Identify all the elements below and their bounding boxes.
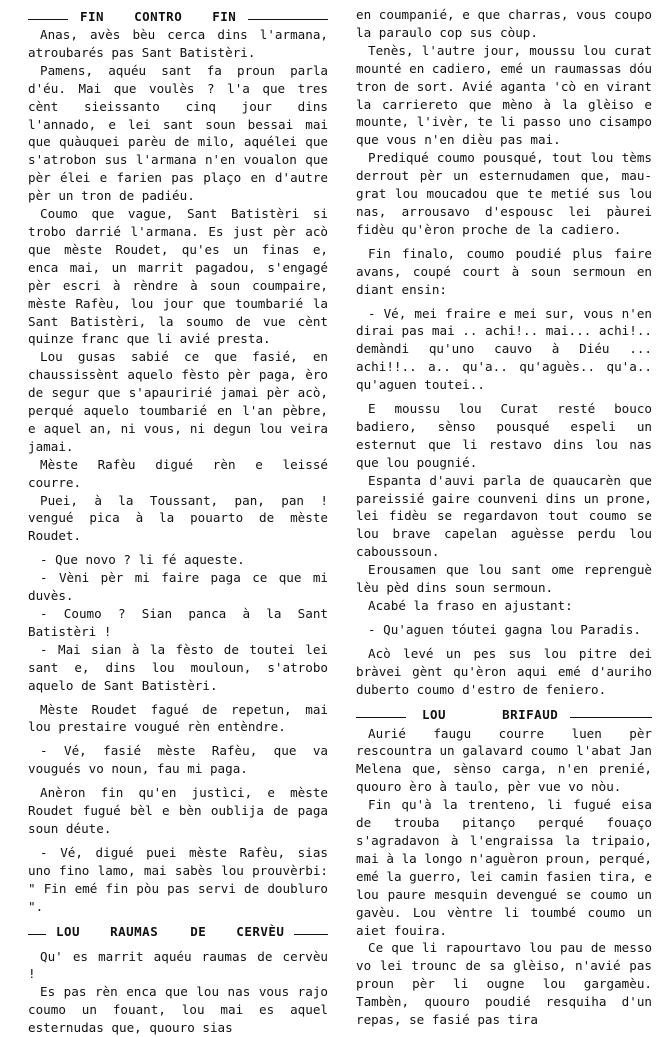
paragraph: Ce que li rapourtavo lou pau de messo vo lei trounc de sa glèiso, n'avié pas proun pèr li ougne lou gargamèu. Tambèn, quouro poudié resquiha d'un repas, se fasié pas tira bbox=[356, 940, 652, 1028]
paragraph: - Que novo ? li fé aqueste. bbox=[40, 552, 245, 568]
paragraph: E moussu lou Curat resté bouco badiero, sènso pousqué espeli un esternut que li restavo dins lou nas que lou pougnié. bbox=[356, 401, 652, 470]
heading-word: FIN bbox=[80, 8, 105, 24]
heading-rule bbox=[294, 934, 328, 935]
heading-word: RAUMAS bbox=[110, 924, 159, 939]
heading-rule bbox=[28, 934, 46, 935]
paragraph: Anas, avès bèu cerca dins l'armana, atroubarés pas Sant Batistèri. bbox=[28, 27, 328, 60]
section-heading-lou-raumas-de-cerveu bbox=[28, 922, 328, 942]
paragraph: - Vèni pèr mi faire paga ce que mi duvès. bbox=[28, 570, 328, 604]
paragraph: Fin qu'à la trenteno, li fugué eisa de trouba pitanço perqué fouaço s'agradavon à l'engraissa la tripaio, mai à la longo n'aguèron proun, perqué, emé la guerro, lei camin fasien tira, e lou paure mesquin devengué se coumo un gavèu. Lou vèntre li toumbé coumo un aiet fouira. bbox=[356, 797, 652, 938]
paragraph: Tenès, l'autre jour, moussu lou curat mounté en cadiero, emé un raumassas dóu tron de sort. Avié aganta 'cò en virant la carriereto que mèno à la glèiso e mounte, l'ivèr, te li passo uno cisampo que vous n'en dièu pas mai. bbox=[356, 42, 652, 148]
section-heading-lou-brifaud bbox=[356, 705, 652, 725]
paragraph: Fin finalo, coumo poudié plus faire avans, coupé court à soun sermoun en diant ensin: bbox=[356, 245, 652, 297]
paragraph: - Coumo ? Sian panca à la Sant Batistèri ! bbox=[28, 606, 328, 639]
heading-word: LOU bbox=[56, 924, 81, 939]
paragraph: Mèste Roudet fagué de repetun, mai lou prestaire vougué rèn entèndre. bbox=[28, 701, 328, 735]
heading-rule bbox=[356, 717, 406, 718]
heading-word: CONTRO bbox=[134, 8, 183, 24]
paragraph: - Vé, digué puei mèste Rafèu, sias uno fino lamo, mai sabès lou prouvèrbi: " Fin emé fin pòu pas servi de doubluro ". bbox=[28, 844, 328, 914]
heading-word: CERVÈU bbox=[236, 924, 285, 939]
paragraph: - Vé, mei fraire e mei sur, vous n'en dirai pas mai .. achi!.. mai... achi!.. demàndi qu'uno cauvo à Diéu ... achi!!.. a.. qu'a.. qu'aguès.. qu'a.. qu'aguen toutei.. bbox=[356, 305, 652, 393]
paragraph: Puei, à la Toussant, pan, pan ! vengué pica à la pouarto de mèste Roudet. bbox=[28, 492, 328, 544]
paragraph: - Mai sian à la fèsto de toutei lei sant e, dins lou mouloun, s'atrobo aquelo de Sant Batistèri. bbox=[28, 641, 328, 693]
paragraph: Pamens, aquéu sant fa proun parla d'éu. Mai que voulès ? l'a que tres cènt sieissanto cinq jour dins l'annado, e lei sant soun bessai mai que quàuquei parèu de milo, aquélei que s'atrobon sus l'armana n'en voualon que pèr élei e farien pas plaço en d'autre pèr un tron de padiéu. bbox=[28, 62, 328, 204]
paragraph: Qu' es marrit aquéu raumas de cervèu ! bbox=[28, 948, 328, 982]
paragraph: Aurié faugu courre luen pèr rescountra un galavard coumo l'abat Jan Melena que, sènso carga, n'en prenié, quouro èro à taulo, pèr vue vo nòu. bbox=[356, 725, 652, 795]
paragraph: Es pas rèn enca que lou nas vous rajo coumo un fouant, lou mai es aquel esternudas que, quouro sias bbox=[28, 984, 328, 1036]
paragraph: Lou gusas sabié ce que fasié, en chaussissènt aquelo fèsto pèr paga, èro de segur que s'apauririé jamai pèr acò, perqué aquelo toumbarié en l'an pèbre, e aquel an, ni vous, ni degun lou veira jamai. bbox=[28, 349, 328, 454]
paragraph: - Vé, fasié mèste Rafèu, que va vougués vo noun, fau mi paga. bbox=[28, 743, 328, 777]
heading-word: DE bbox=[190, 924, 207, 939]
heading-word: BRIFAUD bbox=[502, 707, 559, 723]
heading-word: FIN bbox=[212, 8, 237, 24]
paragraph: Prediqué coumo pousqué, tout lou tèms derrout pèr un esternudamen que, mau-grat lou moucadou que te metié sus lou nas, arrousavo d'espousc lei pàurei fidèu qu'èron proche de la cadiero. bbox=[356, 150, 652, 237]
paragraph: Anèron fin qu'en justìci, e mèste Roudet fugué bèl e bèn oublija de paga soun déute. bbox=[28, 785, 328, 836]
heading-rule bbox=[570, 717, 652, 718]
heading-word: LOU bbox=[422, 707, 447, 723]
paragraph: Espanta d'auvi parla de quaucarèn que pareissié gaire counveni dins un prone, lei fidèu se regardavon tout coumo se lou brave capelan aguèsse perdu lou caboussoun. bbox=[356, 472, 652, 560]
paragraph: Coumo que vague, Sant Batistèri si trobo darrié l'armana. Es just pèr acò que mèste Roudet, qu'es un finas e, enca mai, un marrit pagadou, s'engagé pèr escri à rèndre à soun coumpaire, mèste Rafèu, lou jour que toumbarié la Sant Batistèri, la soumo de vue cènt quinze franc que li avié presta. bbox=[28, 206, 328, 347]
left-column bbox=[28, 6, 328, 1037]
right-column bbox=[356, 6, 652, 1029]
heading-rule bbox=[28, 19, 68, 20]
paragraph: Acò levé un pes sus lou pitre dei bràvei gènt qu'èron aqui emé d'auriho duberto coumo d'estro de feniero. bbox=[356, 645, 652, 697]
paragraph: - Qu'aguen tóutei gagna lou Paradis. bbox=[368, 621, 641, 637]
paragraph: en coumpanié, e que charras, vous coupo la paraulo cop sus còup. bbox=[356, 7, 652, 40]
paragraph: Acabé la fraso en ajustant: bbox=[368, 598, 573, 613]
heading-rule bbox=[248, 19, 328, 20]
section-heading-fin-contro-fin bbox=[28, 6, 328, 26]
paragraph: Mèste Rafèu digué rèn e leissé courre. bbox=[28, 456, 328, 490]
paragraph: Erousamen que lou sant ome reprenguè lèu pèd dins soun sermoun. bbox=[356, 562, 652, 596]
